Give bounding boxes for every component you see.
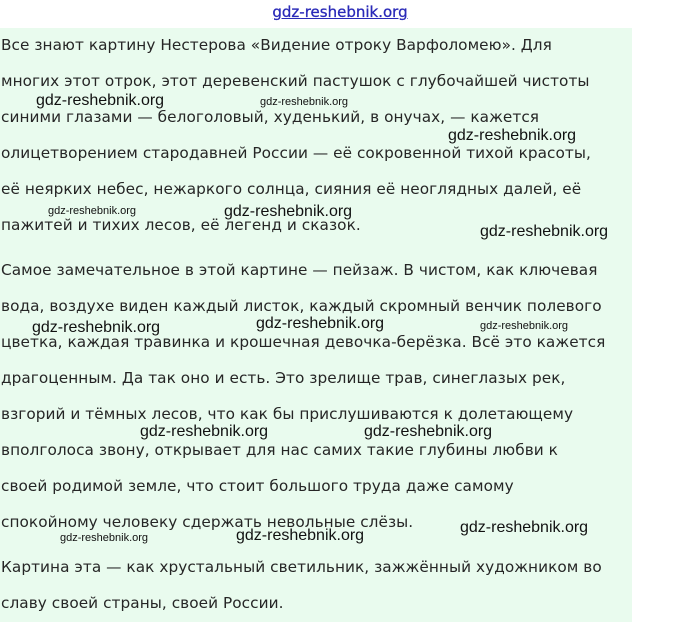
text-line: драгоценным. Да так оно и есть. Это зрелище трав, синеглазых рек, — [1, 369, 566, 387]
text-line: славу своей страны, своей России. — [1, 594, 284, 612]
text-line: олицетворением стародавней России — её сокровенной тихой красоты, — [1, 144, 591, 162]
watermark: gdz-reshebnik.org — [224, 203, 353, 220]
text-line: вода, воздухе виден каждый листок, каждый скромный венчик полевого — [1, 297, 602, 315]
text-line: спокойному человеку сдержать невольные слёзы. — [1, 513, 414, 531]
site-header — [0, 0, 680, 28]
watermark: gdz-reshebnik.org — [140, 423, 269, 440]
text-line: Самое замечательное в этой картине — пейзаж. В чистом, как ключевая — [1, 261, 598, 279]
text-line: многих этот отрок, этот деревенский пастушок с глубочайшей чистоты — [1, 72, 590, 90]
text-line: Все знают картину Нестерова «Видение отроку Варфоломею». Для — [1, 36, 552, 54]
text-line: цветка, каждая травинка и крошечная девочка-берёзка. Всё это кажется — [1, 333, 606, 351]
text-line: своей родимой земле, что стоит большого труда даже самому — [1, 477, 514, 495]
watermark: gdz-reshebnik.org — [48, 205, 137, 217]
text-line: синими глазами — белоголовый, худенький, в онучах, — кажется — [1, 108, 540, 126]
text-line: пажитей и тихих лесов, её легенд и сказок. — [1, 216, 361, 234]
site-link[interactable]: gdz-reshebnik.org — [272, 3, 408, 21]
text-line: Картина эта — как хрустальный светильник, зажжённый художником во — [1, 558, 602, 576]
watermark: gdz-reshebnik.org — [448, 127, 577, 144]
watermark: gdz-reshebnik.org — [364, 423, 493, 440]
watermark: gdz-reshebnik.org — [32, 319, 161, 336]
text-line: вполголоса звону, открывает для нас самих такие глубины любви к — [1, 441, 558, 459]
watermark: gdz-reshebnik.org — [480, 320, 569, 332]
watermark: gdz-reshebnik.org — [60, 532, 149, 544]
text-line: её неярких небес, нежаркого солнца, сияния её неоглядных далей, её — [1, 180, 582, 198]
watermark: gdz-reshebnik.org — [236, 527, 365, 544]
watermark: gdz-reshebnik.org — [36, 92, 165, 109]
watermark: gdz-reshebnik.org — [480, 223, 609, 240]
text-line: взгорий и тёмных лесов, что как бы прислушиваются к долетающему — [1, 405, 574, 423]
watermark: gdz-reshebnik.org — [256, 315, 385, 332]
watermark: gdz-reshebnik.org — [260, 96, 349, 108]
watermark: gdz-reshebnik.org — [460, 519, 589, 536]
